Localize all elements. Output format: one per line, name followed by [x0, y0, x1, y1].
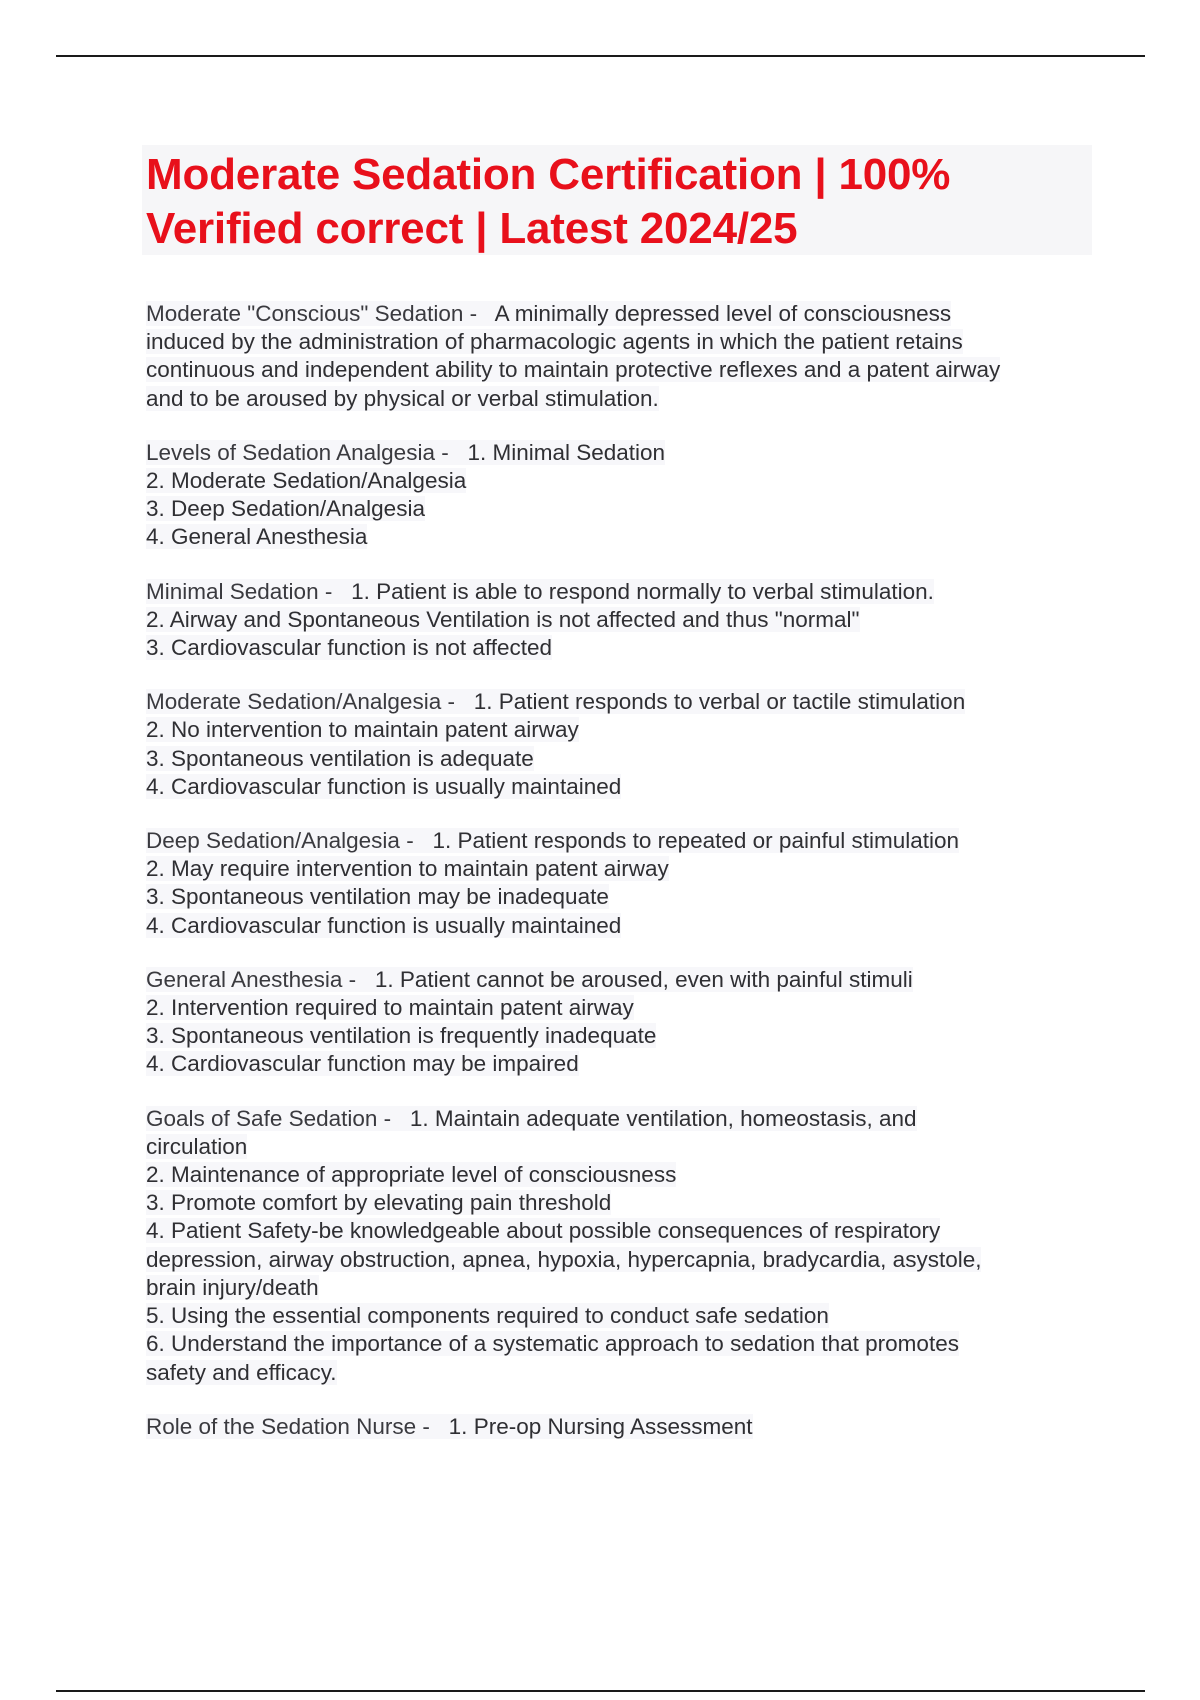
entry-line: 2. May require intervention to maintain patent airway — [146, 856, 669, 882]
entry-term: Minimal Sedation — [146, 578, 319, 604]
term-separator: - — [434, 439, 468, 465]
term-separator: - — [416, 1413, 449, 1439]
entry-line: 2. Intervention required to maintain patent airway — [146, 995, 634, 1021]
entry-term: General Anesthesia — [146, 966, 343, 992]
entry-line: 3. Spontaneous ventilation is adequate — [146, 745, 534, 771]
term-separator: - — [441, 689, 474, 715]
entry-line: induced by the administration of pharmacologic agents in which the patient retains — [146, 329, 963, 355]
entry-line: 2. No intervention to maintain patent airway — [146, 717, 579, 743]
entry-line: 4. General Anesthesia — [146, 524, 368, 550]
term-separator: - — [318, 578, 352, 604]
entry-line: 3. Cardiovascular function is not affected — [146, 635, 553, 661]
flashcard-entry — [146, 300, 1096, 413]
entry-term: Role of the Sedation Nurse — [146, 1413, 417, 1439]
entry-line: A minimally depressed level of consciousness — [494, 301, 952, 326]
entry-line: 6. Understand the importance of a systematic approach to sedation that promotes — [146, 1331, 959, 1357]
flashcard-entry — [146, 1413, 1096, 1441]
term-separator: - — [399, 828, 433, 854]
flashcard-entry — [146, 439, 1096, 552]
entry-line: 4. Cardiovascular function is usually maintained — [146, 912, 622, 938]
title-line-2: Verified correct | Latest 2024/25 — [146, 204, 798, 253]
flashcard-list — [146, 300, 1096, 1467]
entry-line: 2. Maintenance of appropriate level of consciousness — [146, 1162, 677, 1188]
entry-line: safety and efficacy. — [146, 1359, 337, 1385]
entry-term: Moderate "Conscious" Sedation — [146, 301, 464, 326]
flashcard-entry — [146, 1105, 1096, 1387]
term-separator: - — [463, 301, 495, 326]
entry-line: 1. Pre-op Nursing Assessment — [448, 1413, 753, 1439]
flashcard-entry — [146, 966, 1096, 1079]
entry-line: 1. Patient responds to repeated or painful stimulation — [432, 828, 960, 854]
term-separator: - — [342, 966, 375, 992]
entry-line: and to be aroused by physical or verbal stimulation. — [146, 385, 659, 411]
flashcard-entry — [146, 578, 1096, 663]
document-title — [146, 145, 1092, 256]
entry-line: 3. Spontaneous ventilation may be inadequate — [146, 884, 609, 910]
entry-line: brain injury/death — [146, 1274, 319, 1300]
document-title-block — [142, 145, 1092, 255]
entry-line: 4. Cardiovascular function is usually maintained — [146, 773, 622, 799]
entry-line: 4. Patient Safety-be knowledgeable about possible consequences of respiratory — [146, 1218, 941, 1244]
entry-term: Deep Sedation/Analgesia — [146, 828, 400, 854]
entry-line: 5. Using the essential components required to conduct safe sedation — [146, 1303, 829, 1329]
entry-line: circulation — [146, 1133, 248, 1159]
entry-line: 1. Patient is able to respond normally to verbal stimulation. — [351, 578, 934, 604]
entry-term: Moderate Sedation/Analgesia — [146, 689, 442, 715]
entry-line: continuous and independent ability to maintain protective reflexes and a patent airway — [146, 357, 1001, 383]
bottom-rule — [56, 1690, 1145, 1692]
entry-line: 3. Spontaneous ventilation is frequently inadequate — [146, 1023, 657, 1049]
entry-line: 1. Patient cannot be aroused, even with painful stimuli — [374, 966, 913, 992]
term-separator: - — [377, 1105, 410, 1131]
entry-line: 2. Airway and Spontaneous Ventilation is not affected and thus "normal" — [146, 606, 860, 632]
entry-term: Goals of Safe Sedation — [146, 1105, 378, 1131]
entry-line: depression, airway obstruction, apnea, hypoxia, hypercapnia, bradycardia, asystole, — [146, 1246, 982, 1272]
entry-term: Levels of Sedation Analgesia — [146, 439, 435, 465]
flashcard-entry — [146, 827, 1096, 940]
top-rule — [56, 55, 1145, 57]
entry-line: 1. Patient responds to verbal or tactile stimulation — [473, 689, 966, 715]
entry-line: 2. Moderate Sedation/Analgesia — [146, 468, 467, 494]
title-line-1: Moderate Sedation Certification | 100% — [146, 150, 951, 199]
entry-line: 1. Minimal Sedation — [467, 439, 666, 465]
entry-line: 3. Promote comfort by elevating pain threshold — [146, 1190, 612, 1216]
entry-line: 3. Deep Sedation/Analgesia — [146, 496, 425, 522]
flashcard-entry — [146, 688, 1096, 801]
entry-line: 1. Maintain adequate ventilation, homeostasis, and — [409, 1105, 917, 1131]
entry-line: 4. Cardiovascular function may be impaired — [146, 1051, 579, 1077]
